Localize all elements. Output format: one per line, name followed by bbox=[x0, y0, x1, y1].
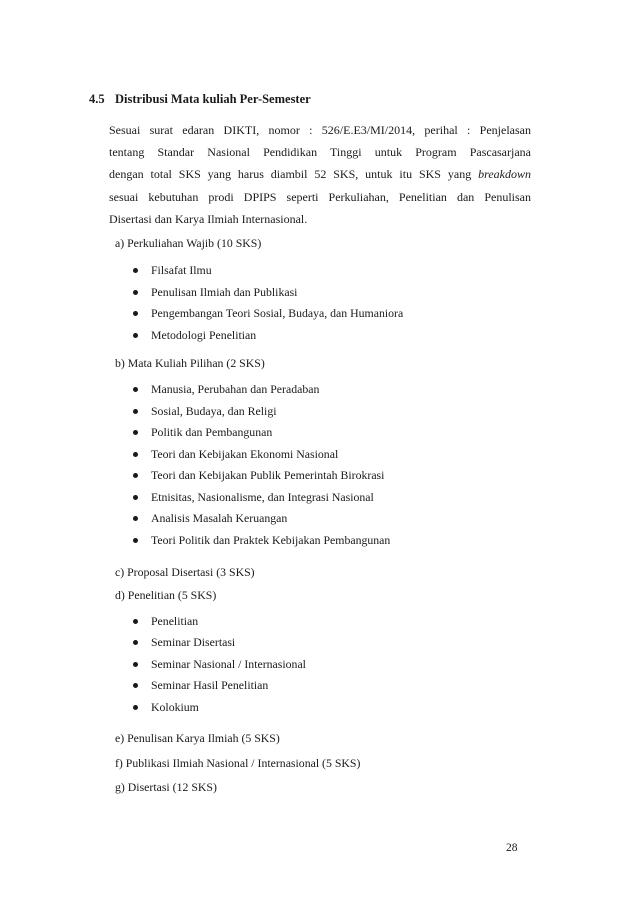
list-item bbox=[133, 306, 403, 321]
bullet-icon bbox=[133, 452, 138, 457]
paragraph-line-text: dengan total SKS yang harus diambil 52 SKS, untuk itu SKS yang bbox=[109, 167, 472, 182]
list-item-text: Filsafat Ilmu bbox=[151, 263, 212, 277]
course-group-label: c) Proposal Disertasi (3 SKS) bbox=[115, 565, 255, 579]
course-group-label: a) Perkuliahan Wajib (10 SKS) bbox=[115, 236, 262, 250]
list-item bbox=[133, 635, 235, 650]
list-item-text: Sosial, Budaya, dan Religi bbox=[151, 404, 277, 418]
list-item bbox=[133, 678, 268, 693]
paragraph-line: Sesuai surat edaran DIKTI, nomor : 526/E.E3/MI/2014, perihal : Penjelasan bbox=[109, 123, 531, 137]
list-item-text: Seminar Nasional / Internasional bbox=[151, 657, 306, 671]
bullet-icon bbox=[133, 683, 138, 688]
bullet-icon bbox=[133, 268, 138, 273]
list-item-text: Etnisitas, Nasionalisme, dan Integrasi Nasional bbox=[151, 490, 374, 504]
list-item bbox=[133, 382, 319, 397]
course-group-label: b) Mata Kuliah Pilihan (2 SKS) bbox=[115, 356, 265, 370]
list-item bbox=[133, 328, 256, 343]
bullet-icon bbox=[133, 473, 138, 478]
list-item bbox=[133, 490, 374, 505]
bullet-icon bbox=[133, 387, 138, 392]
list-item bbox=[133, 447, 338, 462]
list-item-text: Seminar Hasil Penelitian bbox=[151, 678, 269, 692]
bullet-icon bbox=[133, 662, 138, 667]
bullet-icon bbox=[133, 705, 138, 710]
paragraph-line: tentang Standar Nasional Pendidikan Tinggi untuk Program Pascasarjana bbox=[109, 145, 531, 160]
paragraph-line: sesuai kebutuhan prodi DPIPS seperti Perkuliahan, Penelitian dan Penulisan bbox=[109, 189, 531, 204]
page-number: 28 bbox=[506, 842, 518, 854]
list-item-text: Teori dan Kebijakan Ekonomi Nasional bbox=[151, 447, 339, 461]
list-item-text: Penulisan Ilmiah dan Publikasi bbox=[151, 285, 298, 299]
list-item bbox=[133, 404, 277, 419]
list-item-text: Teori dan Kebijakan Publik Pemerintah Birokrasi bbox=[151, 468, 385, 482]
bullet-icon bbox=[133, 619, 138, 624]
list-item-text: Analisis Masalah Keruangan bbox=[151, 511, 288, 525]
list-item bbox=[133, 511, 287, 526]
list-item bbox=[133, 533, 390, 548]
course-group-label: f) Publikasi Ilmiah Nasional / Internasional (5 SKS) bbox=[115, 756, 361, 770]
bullet-icon bbox=[133, 538, 138, 543]
bullet-icon bbox=[133, 516, 138, 521]
section-number: 4.5 bbox=[89, 92, 105, 106]
list-item bbox=[133, 700, 199, 715]
section-heading bbox=[89, 92, 311, 107]
list-item-text: Kolokium bbox=[151, 700, 199, 714]
list-item bbox=[133, 468, 384, 483]
bullet-icon bbox=[133, 290, 138, 295]
bullet-icon bbox=[133, 430, 138, 435]
list-item-text: Pengembangan Teori Sosial, Budaya, dan Humaniora bbox=[151, 306, 404, 320]
course-group-label: e) Penulisan Karya Ilmiah (5 SKS) bbox=[115, 731, 280, 745]
list-item bbox=[133, 285, 297, 300]
paragraph-line bbox=[109, 163, 531, 185]
bullet-icon bbox=[133, 495, 138, 500]
bullet-icon bbox=[133, 311, 138, 316]
bullet-icon bbox=[133, 409, 138, 414]
list-item-text: Penelitian bbox=[151, 614, 199, 628]
list-item-text: Politik dan Pembangunan bbox=[151, 425, 273, 439]
list-item-text: Manusia, Perubahan dan Peradaban bbox=[151, 382, 320, 396]
list-item bbox=[133, 614, 198, 629]
list-item-text: Seminar Disertasi bbox=[151, 635, 236, 649]
list-item bbox=[133, 263, 212, 278]
paragraph-line: Disertasi dan Karya Ilmiah Internasional. bbox=[109, 211, 308, 226]
course-group-label: g) Disertasi (12 SKS) bbox=[115, 780, 217, 794]
section-title: Distribusi Mata kuliah Per-Semester bbox=[115, 92, 311, 106]
list-item bbox=[133, 425, 272, 440]
intro-paragraph bbox=[109, 119, 531, 230]
bullet-icon bbox=[133, 333, 138, 338]
bullet-icon bbox=[133, 640, 138, 645]
italic-term: breakdown bbox=[478, 167, 531, 182]
list-item-text: Metodologi Penelitian bbox=[151, 328, 257, 342]
course-group-label: d) Penelitian (5 SKS) bbox=[115, 588, 217, 602]
list-item-text: Teori Politik dan Praktek Kebijakan Pembangunan bbox=[151, 533, 391, 547]
list-item bbox=[133, 657, 306, 672]
